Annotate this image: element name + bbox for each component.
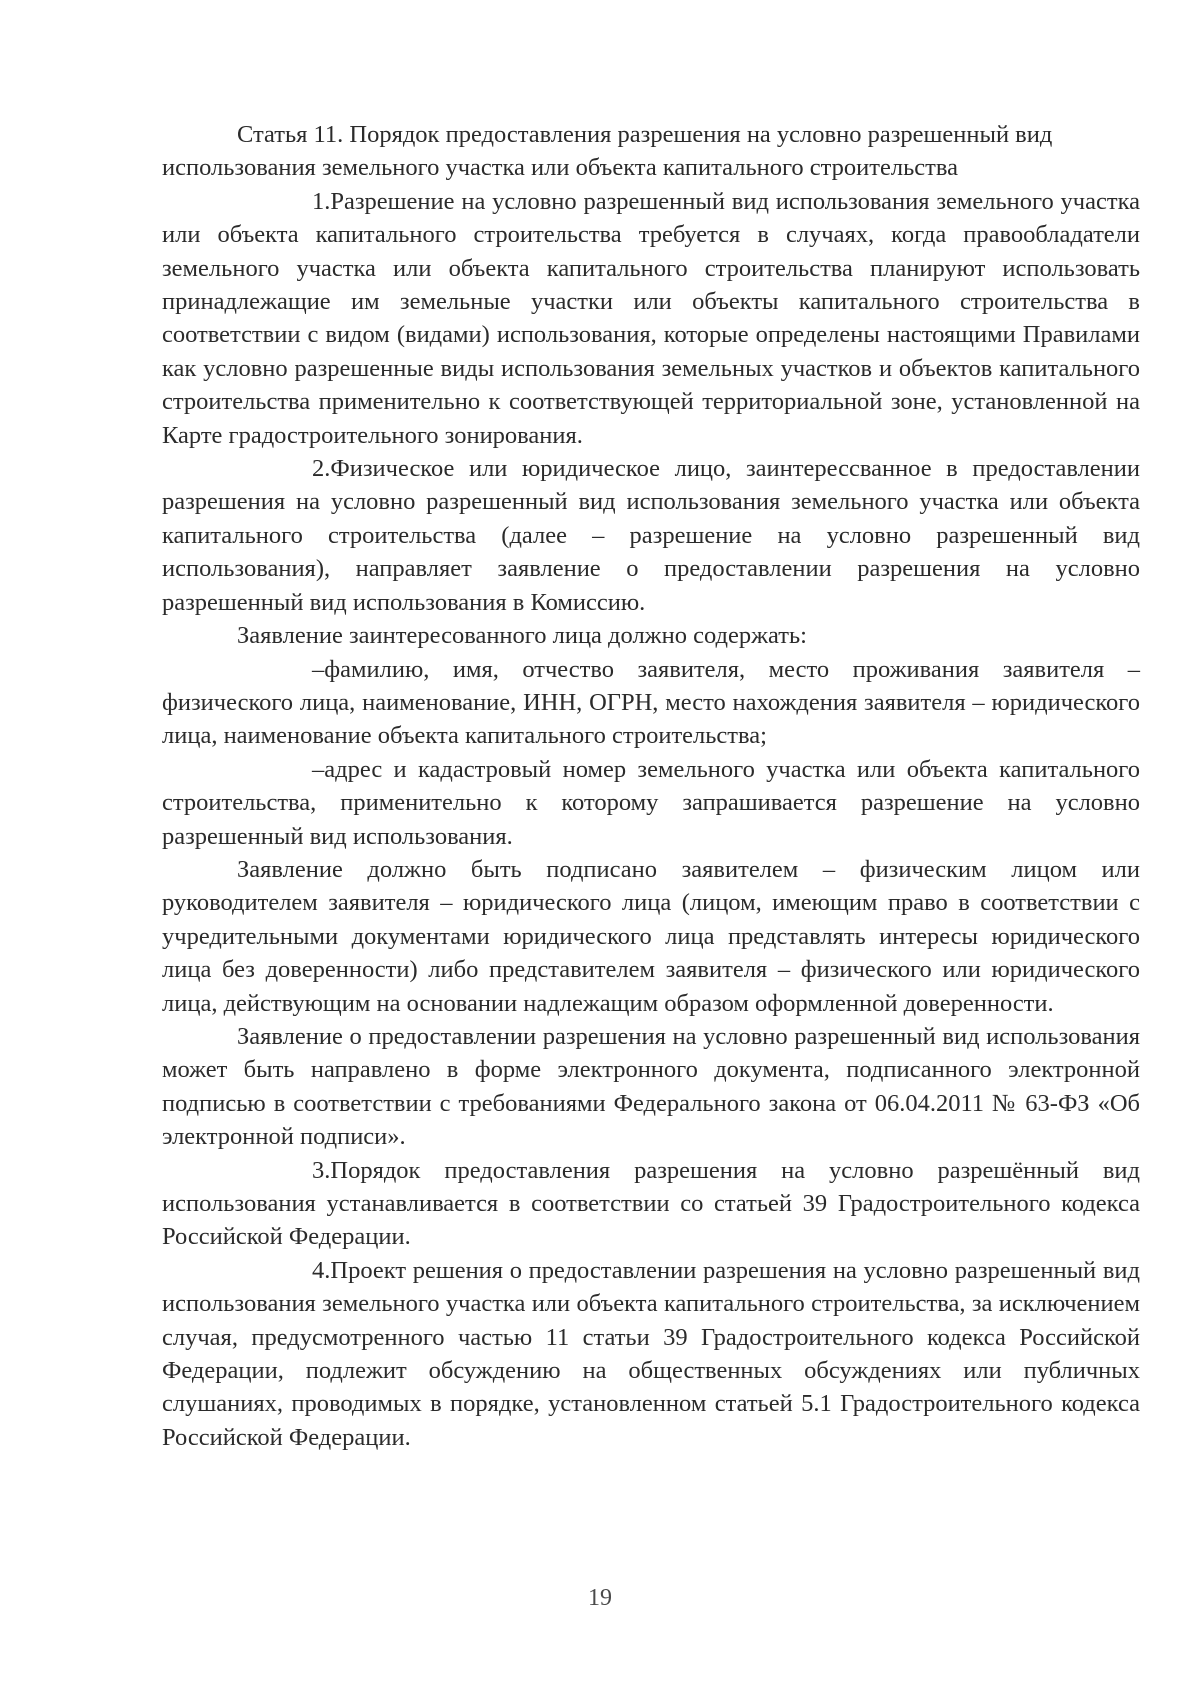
clause-number: 4. [312,1256,331,1284]
clause-1 [162,185,1140,452]
clause-number: 2. [312,455,331,483]
page-number: 19 [588,1585,612,1611]
statement-intro: Заявление заинтересованного лица должно содержать: [237,622,807,650]
clause-text: Проект решения о предоставлении разрешения на условно разрешенный вид использования земельного участка или объекта капитального строительства, за исключением случая, предусмотренного частью 11 статьи 39 Градостроительного кодекса Российской Федерации, подлежит обсуждению на общественных обсуждениях или публичных слушаниях, проводимых в порядке, установленном статьей 5.1 Градостроительного кодекса Российской Федерации. [162,1256,1140,1451]
clause-text: Разрешение на условно разрешенный вид использования земельного участка или объекта капитального строительства требуется в случаях, когда правообладатели земельного участка или объекта капитального строительства планируют использовать принадлежащие им земельные участки или объекты капитального строительства в соответствии с видом (видами) использования, которые определены настоящими Правилами как условно разрешенные виды использования земельных участков и объектов капитального строительства применительно к соответствующей территориальной зоне, установленной на Карте градостроительного зонирования. [162,187,1140,449]
clause-text: Физическое или юридическое лицо, заинтерессванное в предоставлении разрешения на условно разрешенный вид использования земельного участка или объекта капитального строительства (далее – разрешение на условно разрешенный вид использования), направляет заявление о предоставлении разрешения на условно разрешенный вид использования в Комиссию. [162,455,1140,616]
document-body [162,118,1140,1454]
list-item-text: адрес и кадастровый номер земельного участка или объекта капитального строительства, применительно к которому запрашивается разрешение на условно разрешенный вид использования. [162,755,1140,850]
signature-paragraph: Заявление должно быть подписано заявителем – физическим лицом или руководителем заявителя – юридического лица (лицом, имеющим право в соответствии с учредительными документами юридического лица представлять интересы юридического лица без доверенности) либо представителем заявителя – физического или юридического лица, действующим на основании надлежащим образом оформленной доверенности. [162,855,1140,1017]
list-item-address [162,753,1140,853]
article-title: Статья 11. Порядок предоставления разрешения на условно разрешенный вид использования земельного участка или объекта капитального строительства [162,121,1053,182]
list-item-applicant-details [162,653,1140,753]
clause-number: 3. [312,1156,331,1184]
clause-4 [162,1254,1140,1454]
clause-2 [162,452,1140,619]
list-dash-marker: – [312,755,325,783]
list-dash-marker: – [312,655,325,683]
clause-number: 1. [312,187,331,215]
electronic-submission-paragraph: Заявление о предоставлении разрешения на условно разрешенный вид использования может быть направлено в форме электронного документа, подписанного электронной подписью в соответствии с требованиями Федерального закона от 06.04.2011 № 63-ФЗ «Об электронной подписи». [162,1022,1140,1151]
clause-text: Порядок предоставления разрешения на условно разрешённый вид использования устанавливается в соответствии со статьей 39 Градостроительного кодекса Российской Федерации. [162,1156,1140,1251]
list-item-text: фамилию, имя, отчество заявителя, место проживания заявителя – физического лица, наименование, ИНН, ОГРН, место нахождения заявителя – юридического лица, наименование объекта капитального строительства; [162,655,1140,750]
clause-3 [162,1154,1140,1254]
